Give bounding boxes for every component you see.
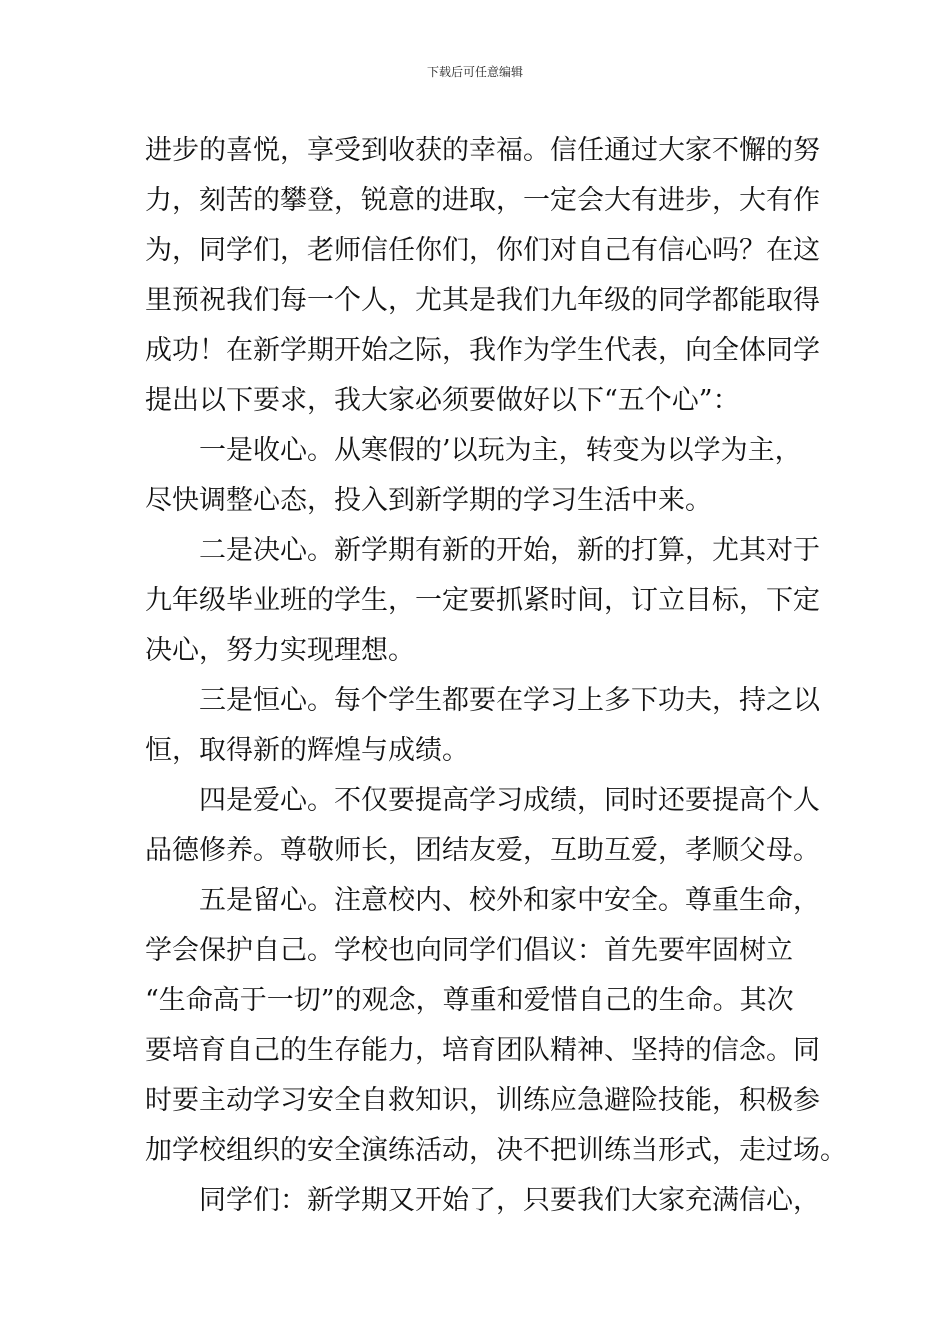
page-header-note: 下载后可任意编辑: [426, 65, 523, 79]
paragraph-first-line: 一是收心。从寒假的’以玩为主，转变为以学为主，: [199, 435, 802, 466]
text-line: 提出以下要求，我大家必须要做好以下“五个心”：: [145, 385, 740, 416]
paragraph-first-line: 二是决心。新学期有新的开始，新的打算，尤其对于: [199, 535, 820, 566]
text-line: 为，同学们，老师信任你们，你们对自己有信心吗？在这: [145, 235, 820, 266]
text-line: 力，刻苦的攀登，锐意的进取，一定会大有进步，大有作: [145, 185, 820, 216]
paragraph-first-line: 五是留心。注意校内、校外和家中安全。尊重生命，: [199, 885, 820, 916]
text-line: 里预祝我们每一个人，尤其是我们九年级的同学都能取得: [145, 285, 820, 316]
text-line: 加学校组织的安全演练活动，决不把训练当形式，走过场。: [145, 1135, 847, 1166]
paragraph-first-line: 三是恒心。每个学生都要在学习上多下功夫，持之以: [199, 685, 820, 716]
text-line: “生命高于一切”的观念，尊重和爱惜自己的生命。其次: [145, 985, 794, 1016]
document-body: [145, 126, 847, 1226]
text-line: 要培育自己的生存能力，培育团队精神、坚持的信念。同: [145, 1035, 820, 1066]
text-line: 决心，努力实现理想。: [145, 635, 415, 666]
text-line: 进步的喜悦，享受到收获的幸福。信任通过大家不懈的努: [145, 135, 820, 166]
text-line: 学会保护自己。学校也向同学们倡议：首先要牢固树立: [145, 935, 793, 966]
paragraph-first-line: 四是爱心。不仅要提高学习成绩，同时还要提高个人: [199, 785, 820, 816]
paragraph-first-line: 同学们：新学期又开始了，只要我们大家充满信心，: [199, 1185, 820, 1216]
text-line: 品德修养。尊敬师长，团结友爱，互助互爱，孝顺父母。: [145, 835, 820, 866]
text-line: 恒，取得新的辉煌与成绩。: [145, 735, 469, 766]
text-line: 九年级毕业班的学生，一定要抓紧时间，订立目标，下定: [145, 585, 820, 616]
text-line: 时要主动学习安全自救知识，训练应急避险技能，积极参: [145, 1085, 820, 1116]
text-line: 成功！在新学期开始之际，我作为学生代表，向全体同学: [145, 335, 820, 366]
text-line: 尽快调整心态，投入到新学期的学习生活中来。: [145, 485, 712, 516]
